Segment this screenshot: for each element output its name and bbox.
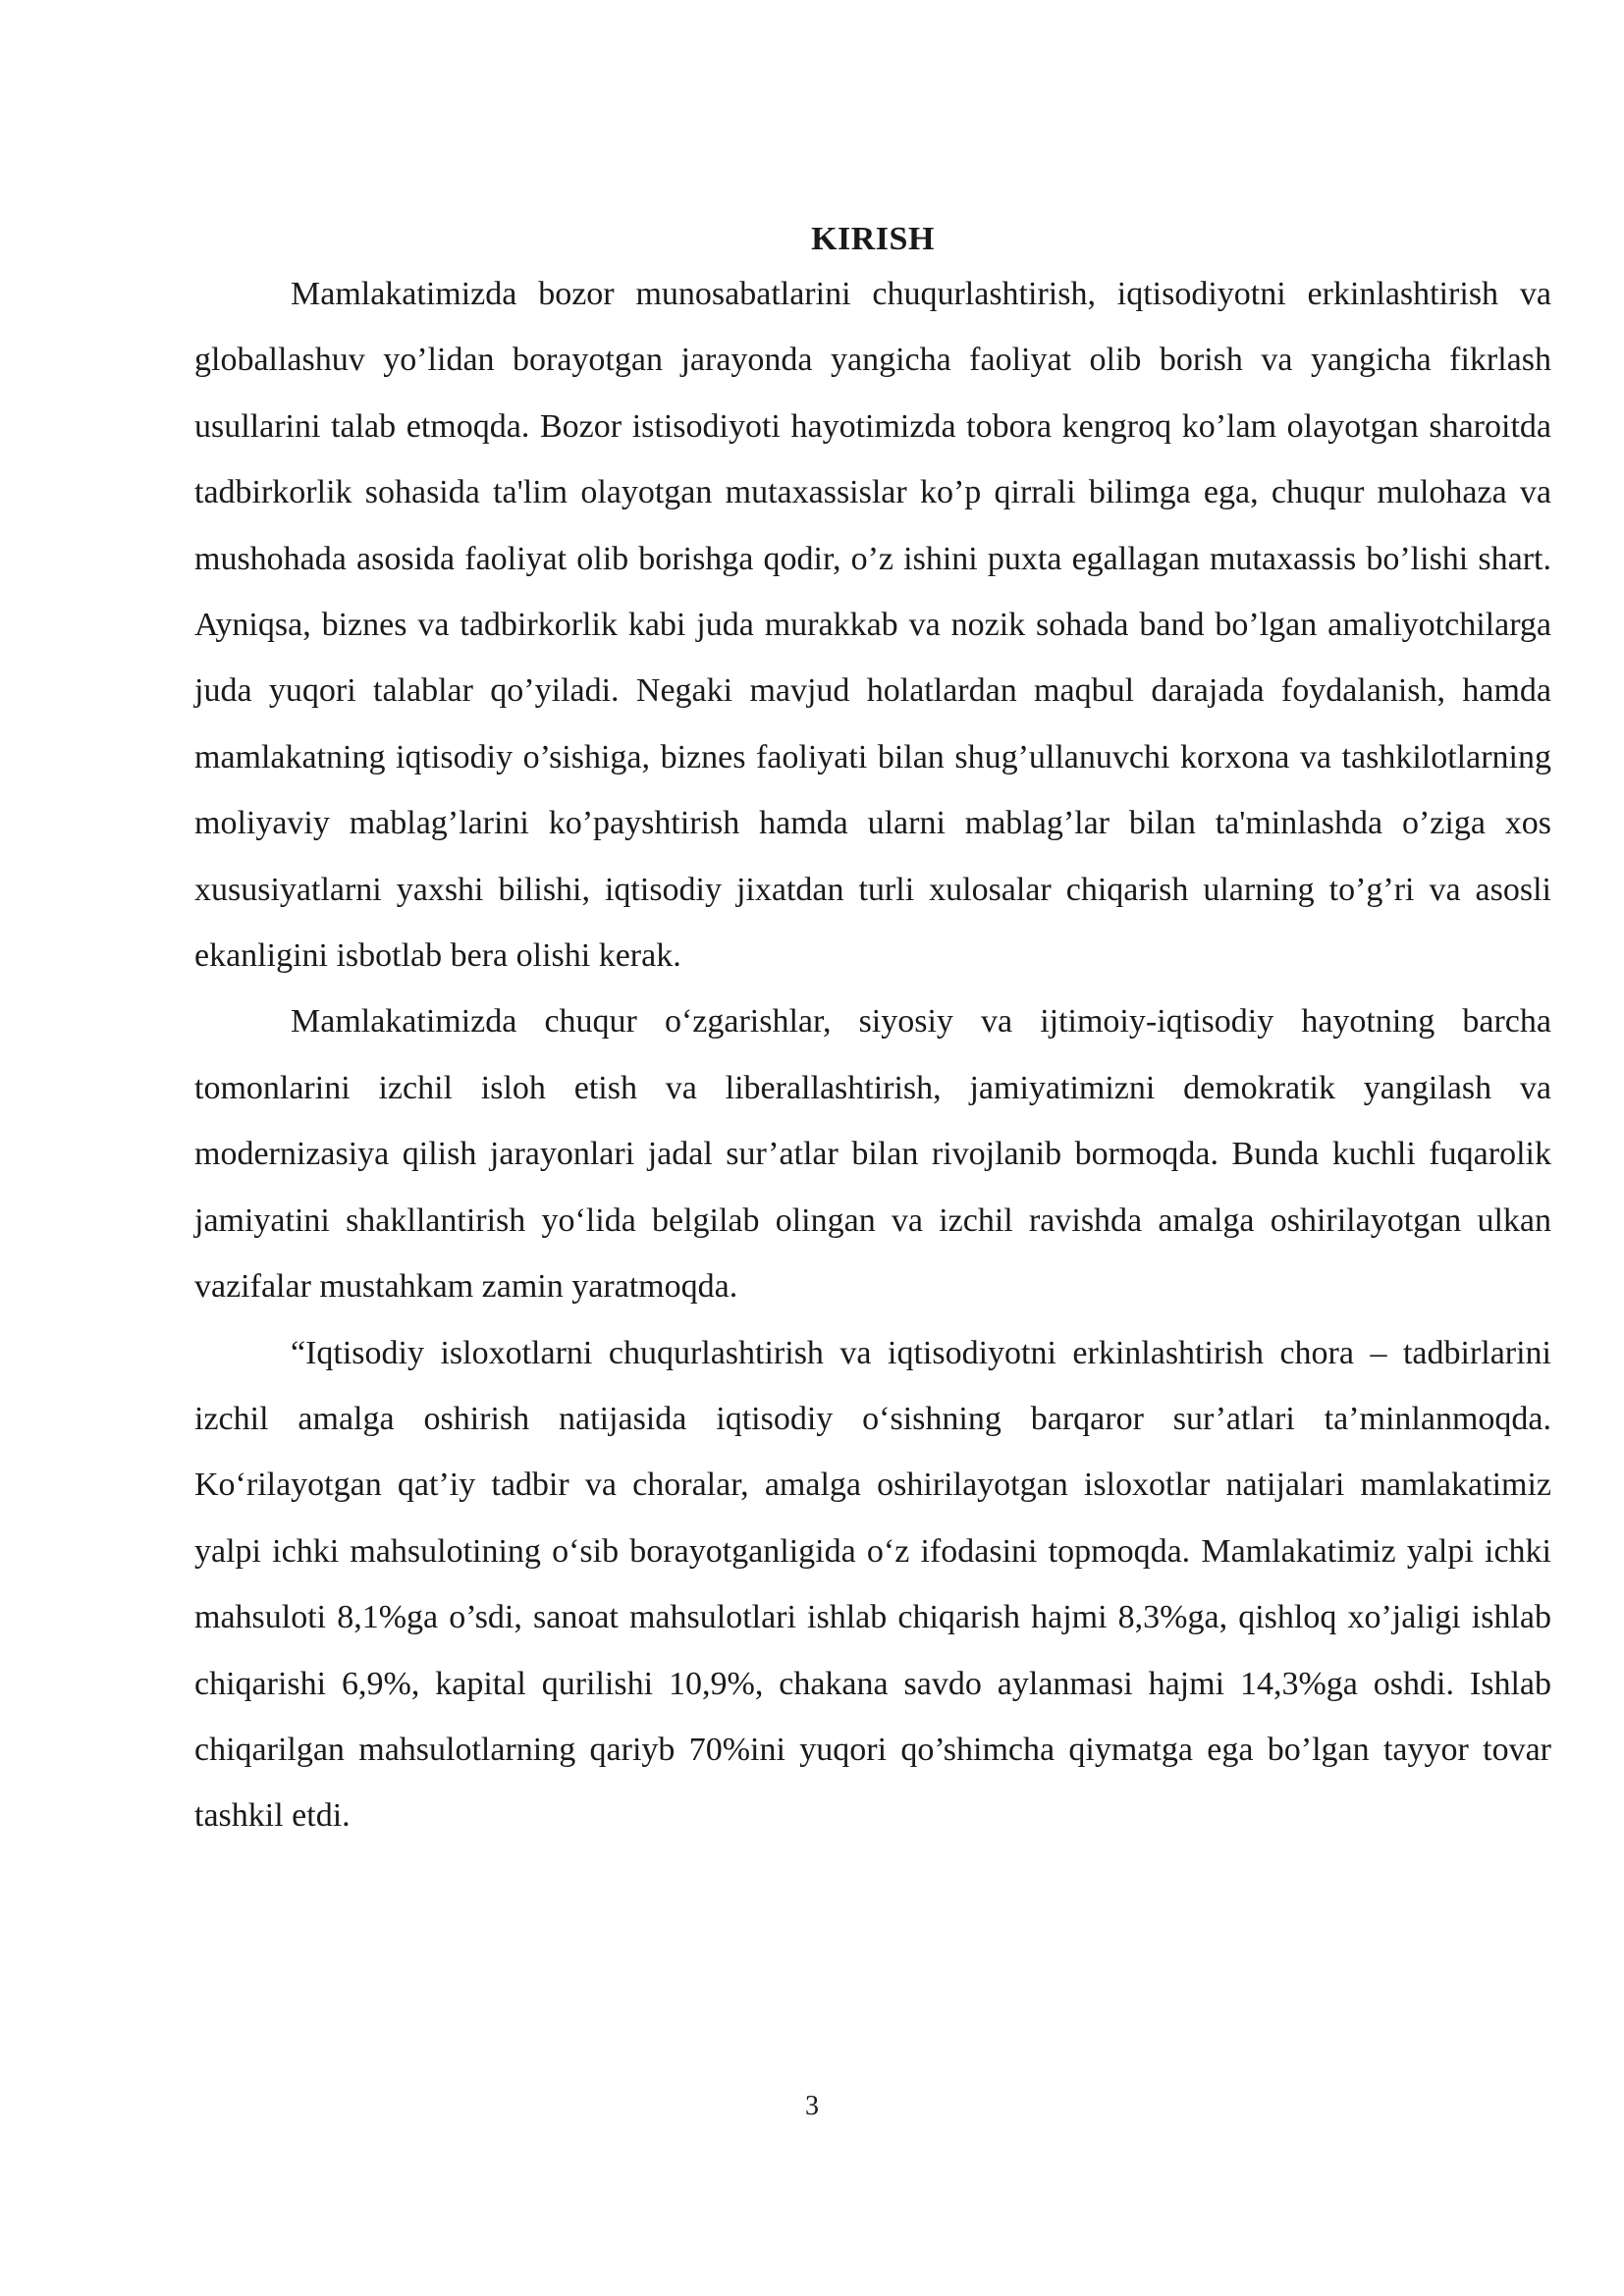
section-heading: KIRISH [811, 221, 935, 257]
paragraph-3: “Iqtisodiy isloxotlarni chuqurlashtirish va iqtisodiyotni erkinlashtirish chora – tadbirlarini izchil amalga oshirish natijasida iqtisodiy o‘sishning barqaror sur’atlari ta’minlanmoqda. Ko‘rilayotgan qat’iy tadbir va choralar, amalga oshirilayotgan isloxotlar natijalari mamlakatimiz yalpi ichki mahsulotining o‘sib borayotganligida o‘z ifodasini topmoqda. Mamlakatimiz yalpi ichki mahsuloti 8,1%ga o’sdi, sanoat mahsulotlari ishlab chiqarish hajmi 8,3%ga, qishloq xo’jaligi ishlab chiqarishi 6,9%, kapital qurilishi 10,9%, chakana savdo aylanmasi hajmi 14,3%ga oshdi. Ishlab chiqarilgan mahsulotlarning qariyb 70%ini yuqori qo’shimcha qiymatga ega bo’lgan tayyor tovar tashkil etdi. [194, 1334, 1551, 1835]
paragraph-2: Mamlakatimizda chuqur o‘zgarishlar, siyosiy va ijtimoiy-iqtisodiy hayotning barcha tomonlarini izchil isloh etish va liberallashtirish, jamiyatimizni demokratik yangilash va modernizasiya qilish jarayonlari jadal sur’atlar bilan rivojlanib bormoqda. Bunda kuchli fuqarolik jamiyatini shakllantirish yo‘lida belgilab olingan va izchil ravishda amalga oshirilayotgan ulkan vazifalar mustahkam zamin yaratmoqda. [194, 1003, 1551, 1306]
page-number: 3 [805, 2091, 819, 2121]
page-content [194, 218, 1551, 1849]
paragraph-1: Mamlakatimizda bozor munosabatlarini chuqurlashtirish, iqtisodiyotni erkinlashtirish va globallashuv yo’lidan borayotgan jarayonda yangicha faoliyat olib borish va yangicha fikrlash usullarini talab etmoqda. Bozor istisodiyoti hayotimizda tobora kengroq ko’lam olayotgan sharoitda tadbirkorlik sohasida ta'lim olayotgan mutaxassislar ko’p qirrali bilimga ega, chuqur mulohaza va mushohada asosida faoliyat olib borishga qodir, o’z ishini puxta egallagan mutaxassis bo’lishi shart. Ayniqsa, biznes va tadbirkorlik kabi juda murakkab va nozik sohada band bo’lgan amaliyotchilarga juda yuqori talablar qo’yiladi. Negaki mavjud holatlardan maqbul darajada foydalanish, hamda mamlakatning iqtisodiy o’sishiga, biznes faoliyati bilan shug’ullanuvchi korxona va tashkilotlarning moliyaviy mablag’larini ko’payshtirish hamda ularni mablag’lar bilan ta'minlashda o’ziga xos xususiyatlarni yaxshi bilishi, iqtisodiy jixatdan turli xulosalar chiqarish ularning to’g’ri va asosli ekanligini isbotlab bera olishi kerak. [194, 276, 1551, 975]
